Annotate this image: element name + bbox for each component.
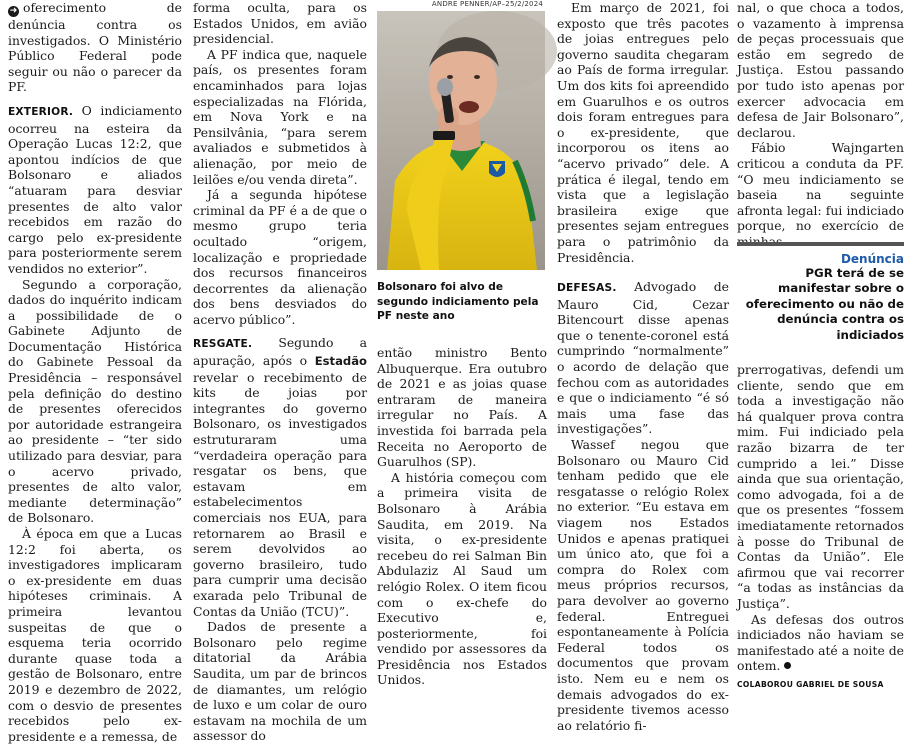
sidebar-box — [737, 242, 904, 343]
paragraph: À época em que a Lucas 12:2 foi aberta, os investigadores implicaram o ex-presidente em duas hipóteses criminais. A primeira levantou suspeitas de que o esquema teria ocorrido durante quase toda a gestão de Bolsonaro, entre 2019 e dezembro de 2022, com o desvio de presentes recebidos pelo ex-presidente e a remessa, de — [8, 526, 182, 744]
bolsonaro-photo — [377, 11, 545, 270]
paragraph: A história começou com a primeira visita de Bolsonaro à Arábia Saudita, em 2019. Na visita, o ex-presidente recebeu do rei Salman Bin Abdulaziz Al Saud um relógio Rolex. O item ficou com o ex-chefe do Executivo e, posteriormente, foi vendido por assessores da Presidência nos Estados Unidos. — [377, 469, 547, 688]
photo-block — [377, 0, 545, 270]
paragraph: Já a segunda hipótese criminal da PF é a de que o mesmo grupo teria ocultado “origem, localização e propriedade dos recursos financeiros decorrentes da alienação dos bens desviados do acervo público”. — [193, 187, 367, 327]
article-column-5-top — [737, 0, 904, 249]
article-column-4 — [557, 0, 729, 733]
article-column-2 — [193, 0, 367, 744]
paragraph: forma oculta, para os Estados Unidos, em avião presidencial. — [193, 0, 367, 47]
section-lead-resgate: RESGATE. — [193, 338, 253, 351]
sidebar-tag: Denúncia — [840, 252, 904, 266]
paragraph: Fábio Wajngarten criticou a conduta da PF. “O meu indiciamento se baseia na seguinte afronta legal: fui indiciado porque, no exercício de minhas — [737, 140, 904, 249]
article-column-3 — [377, 345, 547, 688]
paragraph: Segundo a corporação, dados do inquérito indicam a possibilidade de o Gabinete Adjunto de Documentação Histórica do Gabinete Pessoal da Presidência – responsável pela definição do destino de presentes oferecidos por autoridade estrangeira ao presidente – “ter sido utilizado para desviar, para o acervo privado, presentes de alto valor, mediante determinação” de Bolsonaro. — [8, 276, 182, 526]
paragraph: DEFESAS. Advogado de Mauro Cid, Cezar Bitencourt disse apenas que o tenente-coronel está cumprindo “normalmente” o acordo de delação que fechou com as autoridades e que o indiciamento “é só mais uma fase das investigações”. — [557, 279, 729, 437]
section-lead-exterior: EXTERIOR. — [8, 105, 74, 118]
photo-credit: ANDRE PENNER/AP–25/2/2024 — [431, 0, 543, 8]
paragraph: então ministro Bento Albuquerque. Era outubro de 2021 e as joias quase entraram de maneira irregular no País. A investida foi barrada pela Receita no Aeroporto de Guarulhos (SP). — [377, 345, 547, 470]
article-column-1 — [8, 0, 182, 744]
paragraph: RESGATE. Segundo a apuração, após o Estadão revelar o recebimento de kits de joias por integrantes do governo Bolsonaro, os investigados estruturaram uma “verdadeira operação para resgatar os bens, que estavam em estabelecimentos comerciais nos EUA, para retornarem ao Brasil e serem devolvidos ao governo brasileiro, tudo para cumprir uma decisão exarada pelo Tribunal de Contas da União (TCU)”. — [193, 335, 367, 619]
photo-caption: Bolsonaro foi alvo de segundo indiciamento pela PF neste ano — [377, 281, 539, 322]
paragraph: ➜ oferecimento de denúncia contra os investigados. O Ministério Público Federal pode seguir ou não o parecer da PF. — [8, 0, 182, 95]
newspaper-name: Estadão — [314, 354, 367, 369]
paragraph: nal, o que choca a todos, o vazamento à imprensa de peças processuais que estão em segredo de Justiça. Estou passando por tudo isto apenas por exercer advocacia em defesa de Jair Bolsonaro”, declarou. — [737, 0, 904, 140]
paragraph: EXTERIOR. O indiciamento ocorreu na esteira da Operação Lucas 12:2, que apontou indícios de que Bolsonaro e aliados “atuaram para desviar presentes de alto valor recebidos em razão do cargo pelo ex-presidente para posteriormente serem vendidos no exterior”. — [8, 102, 182, 276]
paragraph: Em março de 2021, foi exposto que três pacotes de joias entregues pelo governo saudita chegaram ao País de forma irregular. Um dos kits foi apreendido em Guarulhos e os outros dois foram entregues para o ex-presidente, que incorporou os itens ao “acervo privado” dele. A prática é ilegal, tendo em vista que a legislação brasileira exige que presentes sejam entregues para o patrimônio da Presidência. — [557, 0, 729, 265]
paragraph: prerrogativas, defendi um cliente, sendo que em toda a investigação não há qualquer prova contra mim. Fui indiciado pela razão bizarra de ter cumprido a lei.” Disse ainda que sua orientação, como advogada, foi a de que os presentes “fossem imediatamente retornados à posse do Tribunal de Contas da União”. Ele afirmou que vai recorrer “a todas as instâncias da Justiça”. — [737, 362, 904, 611]
reporter-credit: COLABOROU GABRIEL DE SOUSA — [737, 679, 884, 689]
sidebar-headline: PGR terá de se manifestar sobre o oferecimento ou não de denúncia contra os indiciados — [745, 266, 904, 342]
continuation-arrow-icon: ➜ — [9, 6, 18, 16]
paragraph: Dados de presente a Bolsonaro pelo regime ditatorial da Arábia Saudita, um par de brincos de diamantes, um relógio de luxo e um colar de ouro estavam na mochila de um assessor do — [193, 619, 367, 744]
end-mark-icon — [784, 662, 791, 669]
paragraph: A PF indica que, naquele país, os presentes foram encaminhados para lojas especializadas na Flórida, em Nova York e na Pensilvânia, “para serem avaliados e submetidos à alienação, por meio de leilões e/ou venda direta”. — [193, 46, 367, 187]
paragraph: As defesas dos outros indiciados não haviam se manifestado até a noite de ontem. — [737, 611, 904, 674]
article-column-5-bottom — [737, 362, 904, 689]
paragraph: Wassef negou que Bolsonaro ou Mauro Cid tenham pedido que ele resgatasse o relógio Rolex no exterior. “Eu estava em viagem nos Estados Unidos e apenas pratiquei um único ato, que foi a compra do Rolex com meus próprios recursos, para devolver ao governo federal. Entreguei espontaneamente à Polícia Federal todos os documentos que provam isto. Nem eu e nem os demais advogados do ex-presidente tivemos acesso ao relatório fi- — [557, 437, 729, 733]
section-lead-defesas: DEFESAS. — [557, 282, 617, 295]
